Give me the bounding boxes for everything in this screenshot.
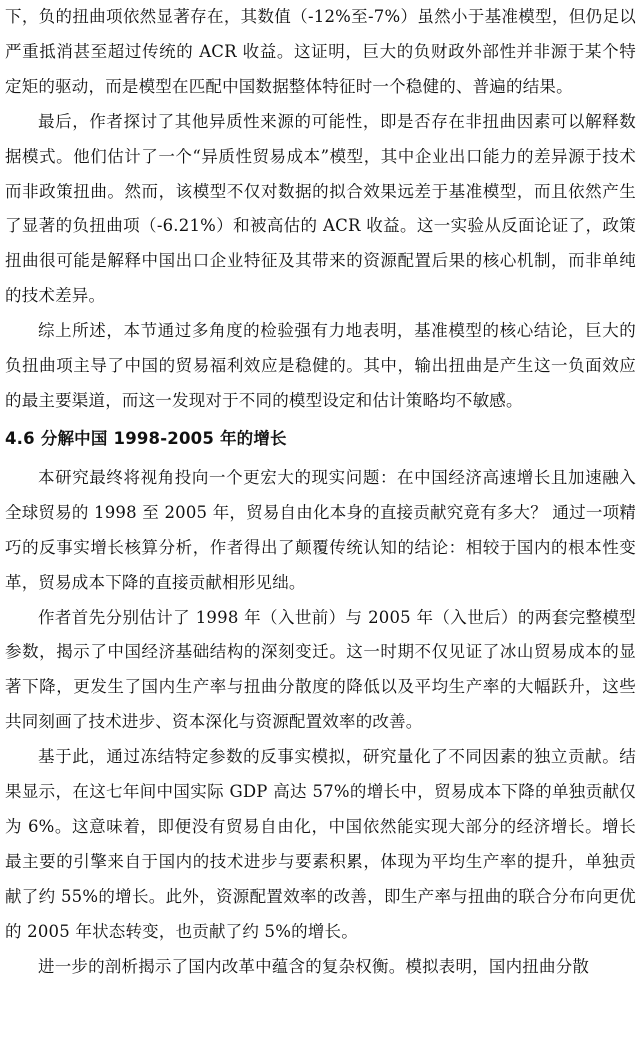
- section-heading: 4.6 分解中国 1998-2005 年的增长: [5, 428, 287, 448]
- paragraph-counterfactual-results: 基于此，通过冻结特定参数的反事实模拟，研究量化了不同因素的独立贡献。结果显示，在这七年间中国实际 GDP 高达 57%的增长中，贸易成本下降的单独贡献仅为 6%。这意味着，即便没有贸易自由化，中国依然能实现大部分的经济增长。增长最主要的引擎来自于国内的技术进步与要素积累，体现为平均生产率的提升，单独贡献了约 55%的增长。此外，资源配置效率的改善，即生产率与扭曲的联合分布向更优的 2005 年状态转变，也贡献了约 5%的增长。: [5, 747, 636, 941]
- paragraph-growth-question: 本研究最终将视角投向一个更宏大的现实问题：在中国经济高速增长且加速融入全球贸易的 1998 至 2005 年，贸易自由化本身的直接贡献究竟有多大？ 通过一项精巧的反事实增长核算分析，作者得出了颠覆传统认知的结论：相较于国内的根本性变革，贸易成本下降的直接贡献相形见绌。: [5, 467, 636, 592]
- paragraph-tradeoffs: 进一步的剖析揭示了国内改革中蕴含的复杂权衡。模拟表明，国内扭曲分散: [38, 956, 590, 976]
- paragraph-heterogeneous-trade-cost: 最后，作者探讨了其他异质性来源的可能性，即是否存在非扭曲因素可以解释数据模式。他们估计了一个“异质性贸易成本”模型，其中企业出口能力的差异源于技术而非政策扭曲。然而，该模型不仅对数据的拟合效果远差于基准模型，而且依然产生了显著的负扭曲项（-6.21%）和被高估的 ACR 收益。这一实验从反面论证了，政策扭曲很可能是解释中国出口企业特征及其带来的资源配置后果的核心机制，而非单纯的技术差异。: [5, 111, 636, 306]
- paragraph-parameter-estimation: 作者首先分别估计了 1998 年（入世前）与 2005 年（入世后）的两套完整模型参数，揭示了中国经济基础结构的深刻变迁。这一时期不仅见证了冰山贸易成本的显著下降，更发生了国内生产率与扭曲分散度的降低以及平均生产率的大幅跃升，这些共同刻画了技术进步、资本深化与资源配置效率的改善。: [5, 607, 636, 732]
- paragraph-robustness-continued: 下，负的扭曲项依然显著存在，其数值（-12%至-7%）虽然小于基准模型，但仍足以严重抵消甚至超过传统的 ACR 收益。这证明，巨大的负财政外部性并非源于某个特定矩的驱动，而是模型在匹配中国数据整体特征时一个稳健的、普遍的结果。: [5, 7, 636, 96]
- paragraph-section-summary: 综上所述，本节通过多角度的检验强有力地表明，基准模型的核心结论，巨大的负扭曲项主导了中国的贸易福利效应是稳健的。其中，输出扭曲是产生这一负面效应的最主要渠道，而这一发现对于不同的模型设定和估计策略均不敏感。: [5, 321, 636, 410]
